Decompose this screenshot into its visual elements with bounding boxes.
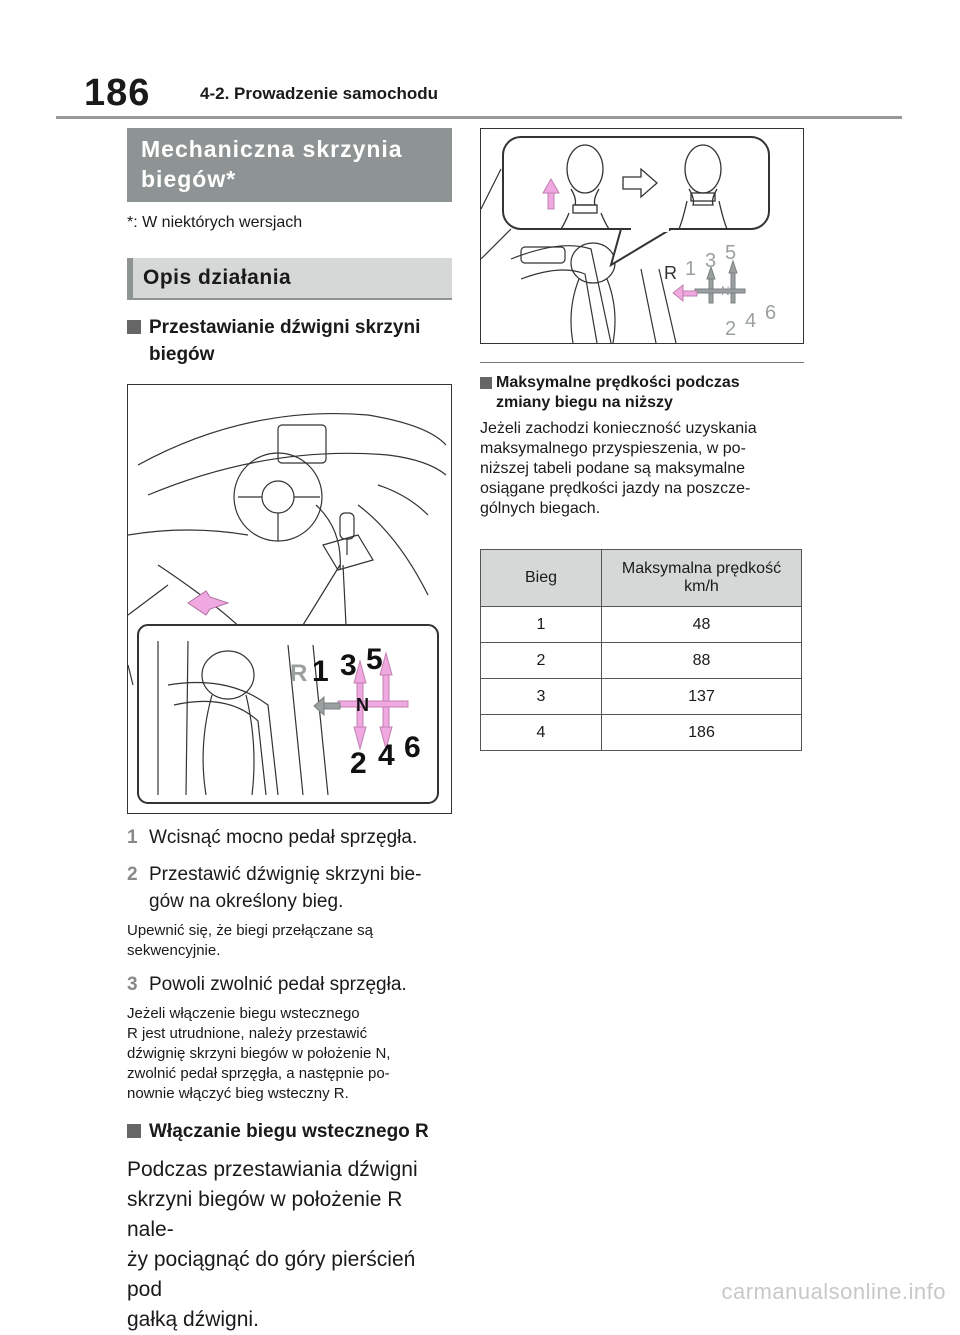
step-3-number: 3 xyxy=(127,974,138,995)
subsection-rule xyxy=(127,298,452,300)
chapter-title: 4-2. Prowadzenie samochodu xyxy=(200,84,439,103)
table-header-speed xyxy=(602,550,802,607)
right-column xyxy=(480,128,804,751)
shift-label-r: R xyxy=(664,263,677,283)
shift-label-6: 6 xyxy=(765,302,777,324)
step-2-note-line1: Upewnić się, że biegi przełączane są xyxy=(127,922,373,939)
step-2-note-line2: sekwencyjnie. xyxy=(127,942,221,959)
footnote: *: W niektórych wersjach xyxy=(127,214,303,231)
square-bullet-icon xyxy=(480,377,492,389)
reverse-body-line: ży pociągnąć do góry pierścień pod xyxy=(127,1248,416,1301)
step-2-line1: Przestawić dźwignię skrzyni bie- xyxy=(149,864,422,885)
heading-shift-gear-line1: Przestawianie dźwigni skrzyni xyxy=(149,317,421,338)
step-3-note-line: nownie włączyć bieg wsteczny R. xyxy=(127,1085,349,1102)
step-3-note-line: Jeżeli włączenie biegu wstecznego xyxy=(127,1005,360,1022)
table-header-speed-line2: km/h xyxy=(684,578,719,595)
shift-label-4: 4 xyxy=(378,739,395,772)
step-2 xyxy=(127,861,452,915)
cabin-illustration xyxy=(128,385,450,813)
step-1-text: Wcisnąć mocno pedał sprzęgła. xyxy=(149,827,418,848)
table-cell-gear: 2 xyxy=(481,643,602,679)
step-3-note xyxy=(127,1004,452,1104)
reverse-gear-body xyxy=(127,1155,452,1335)
reverse-ring-illustration xyxy=(481,129,802,343)
figure-reverse-ring xyxy=(480,128,804,344)
heading-shift-gear-line2: biegów xyxy=(149,344,215,365)
step-1 xyxy=(127,824,452,851)
shift-label-n: N xyxy=(356,695,369,715)
table-cell-gear: 3 xyxy=(481,679,602,715)
shift-label-1: 1 xyxy=(685,258,697,280)
table-cell-speed: 137 xyxy=(602,679,802,715)
step-1-number: 1 xyxy=(127,827,138,848)
shift-label-3: 3 xyxy=(705,250,717,272)
shift-label-6: 6 xyxy=(404,731,421,764)
table-cell-gear: 1 xyxy=(481,607,602,643)
figure-cabin-shifter xyxy=(127,384,452,814)
step-2-line2: gów na określony bieg. xyxy=(149,891,344,912)
table-cell-speed: 88 xyxy=(602,643,802,679)
shift-label-5: 5 xyxy=(725,242,737,264)
reverse-body-line: gałką dźwigni. xyxy=(127,1308,259,1331)
section-title xyxy=(127,128,452,202)
subsection-title: Opis działania xyxy=(127,258,452,298)
reverse-body-line: Podczas przestawiania dźwigni xyxy=(127,1158,418,1181)
shift-label-1: 1 xyxy=(312,655,329,688)
heading-shift-gear xyxy=(127,314,452,368)
table-cell-gear: 4 xyxy=(481,715,602,751)
max-speeds-line: osiągane prędkości jazdy na poszcze- xyxy=(480,480,751,497)
table-cell-speed: 186 xyxy=(602,715,802,751)
shift-label-r: R xyxy=(290,660,308,687)
shift-label-2: 2 xyxy=(350,747,367,780)
shift-label-3: 3 xyxy=(340,649,357,682)
table-header-speed-line1: Maksymalna prędkość xyxy=(621,560,782,577)
heading-max-speeds xyxy=(480,373,804,413)
square-bullet-icon xyxy=(127,1124,141,1138)
heading-reverse-gear xyxy=(127,1118,452,1145)
heading-max-speeds-line2: zmiany biegu na niższy xyxy=(496,394,673,411)
left-column xyxy=(127,128,452,1335)
heading-reverse-gear-text: Włączanie biegu wstecznego R xyxy=(149,1121,429,1142)
step-3-text: Powoli zwolnić pedał sprzęgła. xyxy=(149,974,407,995)
max-speeds-line: niższej tabeli podane są maksymalne xyxy=(480,460,746,477)
table-row xyxy=(481,679,802,715)
step-3 xyxy=(127,971,452,998)
square-bullet-icon xyxy=(127,320,141,334)
table-header-gear: Bieg xyxy=(481,550,602,607)
shift-label-5: 5 xyxy=(366,643,383,676)
table-row xyxy=(481,715,802,751)
shift-label-4: 4 xyxy=(745,310,757,332)
section-title-line2: biegów* xyxy=(141,166,237,192)
section-title-line1: Mechaniczna skrzynia xyxy=(141,136,403,162)
table-row xyxy=(481,643,802,679)
table-cell-speed: 48 xyxy=(602,607,802,643)
step-2-note xyxy=(127,921,452,961)
shift-label-n: N xyxy=(721,284,730,298)
max-speeds-paragraph xyxy=(480,419,804,519)
heading-max-speeds-line1: Maksymalne prędkości podczas xyxy=(496,374,740,391)
step-3-note-line: dźwignię skrzyni biegów w położenie N, xyxy=(127,1045,391,1062)
step-2-number: 2 xyxy=(127,864,138,885)
max-speeds-line: maksymalnego przyspieszenia, w po- xyxy=(480,440,746,457)
max-speed-table xyxy=(480,549,802,751)
header-divider xyxy=(56,116,902,119)
page-number: 186 xyxy=(84,72,151,114)
step-3-note-line: R jest utrudnione, należy przestawić xyxy=(127,1025,368,1042)
right-divider xyxy=(480,362,804,363)
step-3-note-line: zwolnić pedał sprzęgła, a następnie po- xyxy=(127,1065,390,1082)
watermark: carmanualsonline.info xyxy=(721,1279,946,1304)
max-speeds-line: gólnych biegach. xyxy=(480,500,601,517)
max-speeds-line: Jeżeli zachodzi konieczność uzyskania xyxy=(480,420,757,437)
reverse-body-line: skrzyni biegów w położenie R nale- xyxy=(127,1188,403,1241)
shift-label-2: 2 xyxy=(725,318,737,340)
table-row xyxy=(481,607,802,643)
table-header-row xyxy=(481,550,802,607)
